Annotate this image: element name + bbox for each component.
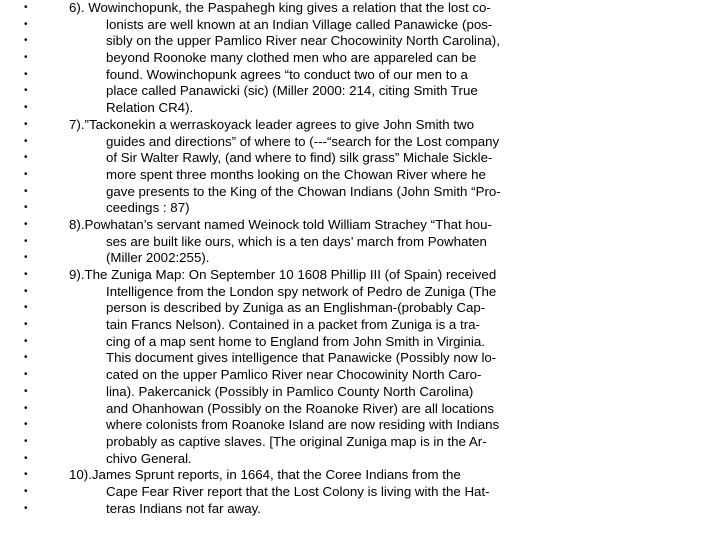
text-line: found. Wowinchopunk agrees “to conduct two of our men to a (106, 66, 468, 82)
text-line: 6). Wowinchopunk, the Paspahegh king gives a relation that the lost co- (69, 0, 491, 15)
bullet-marker: • (24, 419, 28, 431)
text-line: 10).James Sprunt reports, in 1664, that the Coree Indians from the (69, 467, 461, 483)
bullet-marker: • (24, 302, 28, 314)
bullet-marker: • (24, 2, 28, 13)
bullet-marker: • (24, 18, 28, 30)
text-line: and Ohanhowan (Possibly on the Roanoke River) are all locations (106, 400, 495, 416)
bullet-marker: • (24, 369, 28, 381)
bullet-marker: • (24, 102, 28, 114)
text-line: ses are built like ours, which is a ten days’ march from Powhaten (106, 233, 487, 249)
text-line: lonists are well known at an Indian Village called Panawicke (pos- (106, 16, 493, 32)
bullet-marker: • (24, 385, 28, 397)
bullet-marker: • (24, 118, 28, 130)
bullet-marker: • (24, 285, 28, 297)
text-line: chivo General. (106, 450, 192, 466)
text-line: 7).”Tackonekin a werraskoyack leader agrees to give John Smith two (69, 116, 475, 132)
text-line: more spent three months looking on the Chowan River where he (106, 166, 486, 182)
text-line: place called Panawicki (sic) (Miller 2000: 214, citing Smith True (106, 83, 478, 99)
text-line: gave presents to the King of the Chowan Indians (John Smith “Pro- (106, 183, 501, 199)
bullet-marker: • (24, 52, 28, 64)
bullet-marker: • (24, 335, 28, 347)
bullet-marker: • (24, 152, 28, 164)
bullet-marker: • (24, 68, 28, 80)
text-line: of Sir Walter Rawly, (and where to find) silk grass” Michale Sickle- (106, 150, 493, 166)
text-line: teras Indians not far away. (106, 500, 261, 516)
bullet-marker: • (24, 469, 28, 481)
bullet-marker: • (24, 185, 28, 197)
text-line: lina). Pakercanick (Possibly in Pamlico County North Carolina) (106, 383, 474, 399)
text-line: 8).Powhatan’s servant named Weinock told William Strachey “That hou- (69, 216, 492, 232)
text-line: This document gives intelligence that Panawicke (Possibly now lo- (106, 350, 497, 366)
text-line: Relation CR4). (106, 100, 194, 116)
bullet-marker: • (24, 452, 28, 464)
bullet-marker: • (24, 485, 28, 497)
text-line: probably as captive slaves. [The original Zuniga map is in the Ar- (106, 433, 487, 449)
bullet-marker: • (24, 85, 28, 97)
text-line: where colonists from Roanoke Island are now residing with Indians (106, 417, 500, 433)
bullet-marker: • (24, 218, 28, 230)
text-line: Intelligence from the London spy network of Pedro de Zuniga (The (106, 283, 497, 299)
text-line: 9).The Zuniga Map: On September 10 1608 Phillip III (of Spain) received (69, 267, 497, 282)
text-line: cated on the upper Pamlico River near Chocowinity North Caro- (106, 367, 482, 383)
bullet-marker: • (24, 135, 28, 147)
text-line: (Miller 2002:255). (106, 250, 210, 266)
text-line: sibly on the upper Pamlico River near Chocowinity North Carolina), (106, 33, 500, 49)
bullet-marker: • (24, 202, 28, 214)
bullet-marker: • (24, 402, 28, 414)
text-line: beyond Roonoke many clothed men who are appareled can be (106, 50, 477, 66)
bullet-marker: • (24, 168, 28, 180)
text-line: tain Francs Nelson). Contained in a packet from Zuniga is a tra- (106, 317, 480, 333)
bullet-marker: • (24, 435, 28, 447)
bullet-marker: • (24, 235, 28, 247)
text-line: ceedings : 87) (106, 200, 190, 216)
bullet-column (24, 0, 54, 517)
text-body (69, 0, 709, 517)
text-line: cing of a map sent home to England from John Smith in Virginia. (106, 333, 485, 349)
bullet-marker: • (24, 35, 28, 47)
bullet-marker: • (24, 252, 28, 264)
bullet-marker: • (24, 352, 28, 364)
bullet-marker: • (24, 269, 28, 280)
text-line: person is described by Zuniga as an Englishman-(probably Cap- (106, 300, 486, 316)
text-line: Cape Fear River report that the Lost Colony is living with the Hat- (106, 483, 490, 499)
bullet-marker: • (24, 502, 28, 514)
bullet-marker: • (24, 319, 28, 331)
text-line: guides and directions” of where to (---“search for the Lost company (106, 133, 500, 149)
